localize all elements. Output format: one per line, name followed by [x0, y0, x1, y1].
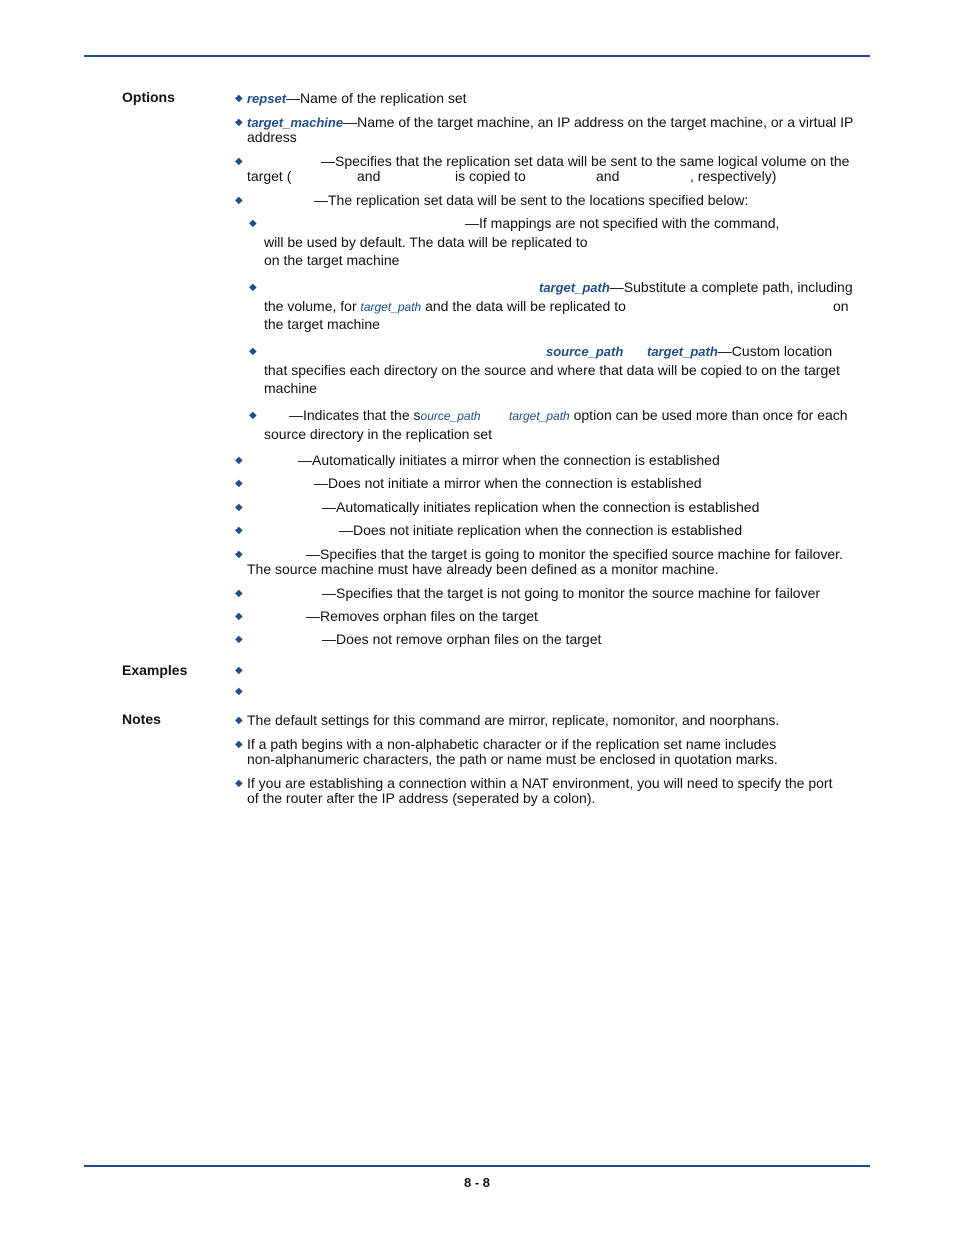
same-desc-2d: and	[596, 168, 620, 184]
sub1-desc-2: will be used by default. The data will be replicated to	[264, 234, 588, 250]
diamond-bullet-icon: ◆	[235, 588, 243, 599]
diamond-bullet-icon: ◆	[249, 218, 257, 229]
diamond-bullet-icon: ◆	[235, 715, 243, 726]
same-desc-2b: and	[357, 168, 381, 184]
same-desc-2c: is copied to	[455, 168, 526, 184]
sub3-line1	[647, 343, 832, 360]
sub2-desc-2b: and the data will be replicated to	[425, 298, 626, 314]
option-repset	[247, 90, 467, 107]
sub2-desc-1: —Substitute a complete path, including	[609, 279, 853, 295]
diamond-bullet-icon: ◆	[235, 611, 243, 622]
diamond-bullet-icon: ◆	[249, 410, 257, 421]
section-notes-label: Notes	[122, 711, 161, 727]
note-2-line-2: non-alphanumeric characters, the path or name must be enclosed in quotation marks.	[247, 751, 778, 767]
monitor-desc-2: The source machine must have already been defined as a monitor machine.	[247, 561, 719, 577]
diamond-bullet-icon: ◆	[235, 502, 243, 513]
sub4-desc-1b: option can be used more than once for each	[573, 407, 848, 423]
sub4-desc-2: source directory in the replication set	[264, 426, 492, 442]
sub3-term-a	[546, 343, 623, 360]
note-3-line-2: of the router after the IP address (seperated by a colon).	[247, 790, 596, 806]
monitor-desc-1: —Specifies that the target is going to monitor the specified source machine for failover.	[306, 546, 843, 562]
sub4-line1	[289, 407, 481, 424]
sub3-desc-1: —Custom location	[717, 343, 833, 359]
option-target-machine	[247, 114, 853, 131]
diamond-bullet-icon: ◆	[235, 634, 243, 645]
diamond-bullet-icon: ◆	[235, 739, 243, 750]
diamond-bullet-icon: ◆	[249, 346, 257, 357]
sub4-line1b	[509, 407, 848, 424]
replicate-desc: —Automatically initiates replication when the connection is established	[322, 499, 760, 515]
diamond-bullet-icon: ◆	[235, 778, 243, 789]
note-1: The default settings for this command are mirror, replicate, nomonitor, and noorphans.	[247, 712, 780, 728]
sub4-desc-1a: —Indicates that the s	[289, 407, 421, 423]
sub1-desc-1: —If mappings are not specified with the command,	[465, 215, 780, 231]
note-3-line-1: If you are establishing a connection within a NAT environment, you will need to specify the port	[247, 775, 833, 791]
sub2-desc-2a: the volume, for	[264, 298, 357, 314]
sub2-line2	[264, 298, 626, 315]
repset-term: repset	[247, 91, 287, 106]
header-rule	[84, 55, 870, 57]
orphans-desc: —Removes orphan files on the target	[306, 608, 538, 624]
noreplicate-desc: —Does not initiate replication when the connection is established	[339, 522, 743, 538]
sub2-desc-2c: on	[833, 298, 849, 314]
sub3-target-path-term: target_path	[647, 344, 718, 359]
sub2-term: target_path	[539, 280, 610, 295]
diamond-bullet-icon: ◆	[235, 455, 243, 466]
same-desc-2a: target (	[247, 168, 292, 184]
diamond-bullet-icon: ◆	[235, 117, 243, 128]
nomirror-desc: —Does not initiate a mirror when the connection is established	[314, 475, 702, 491]
diamond-bullet-icon: ◆	[235, 93, 243, 104]
section-examples-label: Examples	[122, 662, 188, 678]
sub2-desc-3: the target machine	[264, 316, 380, 332]
footer-rule	[84, 1165, 870, 1167]
nomonitor-desc: —Specifies that the target is not going to monitor the source machine for failover	[322, 585, 821, 601]
same-desc: —Specifies that the replication set data will be sent to the same logical volume on the	[321, 153, 850, 169]
diamond-bullet-icon: ◆	[235, 549, 243, 560]
sub1-desc-3: on the target machine	[264, 252, 400, 268]
target-machine-desc-cont: address	[247, 129, 297, 145]
diamond-bullet-icon: ◆	[235, 156, 243, 167]
diamond-bullet-icon: ◆	[235, 195, 243, 206]
section-options-label: Options	[122, 89, 175, 105]
locations-desc: —The replication set data will be sent to the locations specified below:	[314, 192, 749, 208]
noorphans-desc: —Does not remove orphan files on the target	[322, 631, 602, 647]
note-2-line-1: If a path begins with a non-alphabetic character or if the replication set name includes	[247, 736, 777, 752]
repset-desc: —Name of the replication set	[286, 90, 467, 106]
mirror-desc: —Automatically initiates a mirror when the connection is established	[298, 452, 720, 468]
diamond-bullet-icon: ◆	[235, 478, 243, 489]
target-machine-desc: —Name of the target machine, an IP address on the target machine, or a virtual IP	[343, 114, 854, 130]
diamond-bullet-icon: ◆	[235, 525, 243, 536]
diamond-bullet-icon: ◆	[235, 665, 243, 676]
diamond-bullet-icon: ◆	[249, 282, 257, 293]
target-machine-term: target_machine	[247, 115, 344, 130]
same-desc-2e: , respectively)	[690, 168, 777, 184]
diamond-bullet-icon: ◆	[235, 686, 243, 697]
sub2-line1	[539, 279, 853, 296]
sub3-desc-3: machine	[264, 380, 317, 396]
sub3-desc-2: that specifies each directory on the source and where that data will be copied to on the target	[264, 362, 840, 378]
sub4-source-path-term: ource_path	[420, 409, 481, 423]
sub2-desc-2-term: target_path	[360, 300, 422, 314]
sub4-target-path-term: target_path	[509, 409, 570, 423]
sub3-source-path-term: source_path	[546, 344, 624, 359]
page-number: 8 - 8	[463, 1175, 490, 1190]
